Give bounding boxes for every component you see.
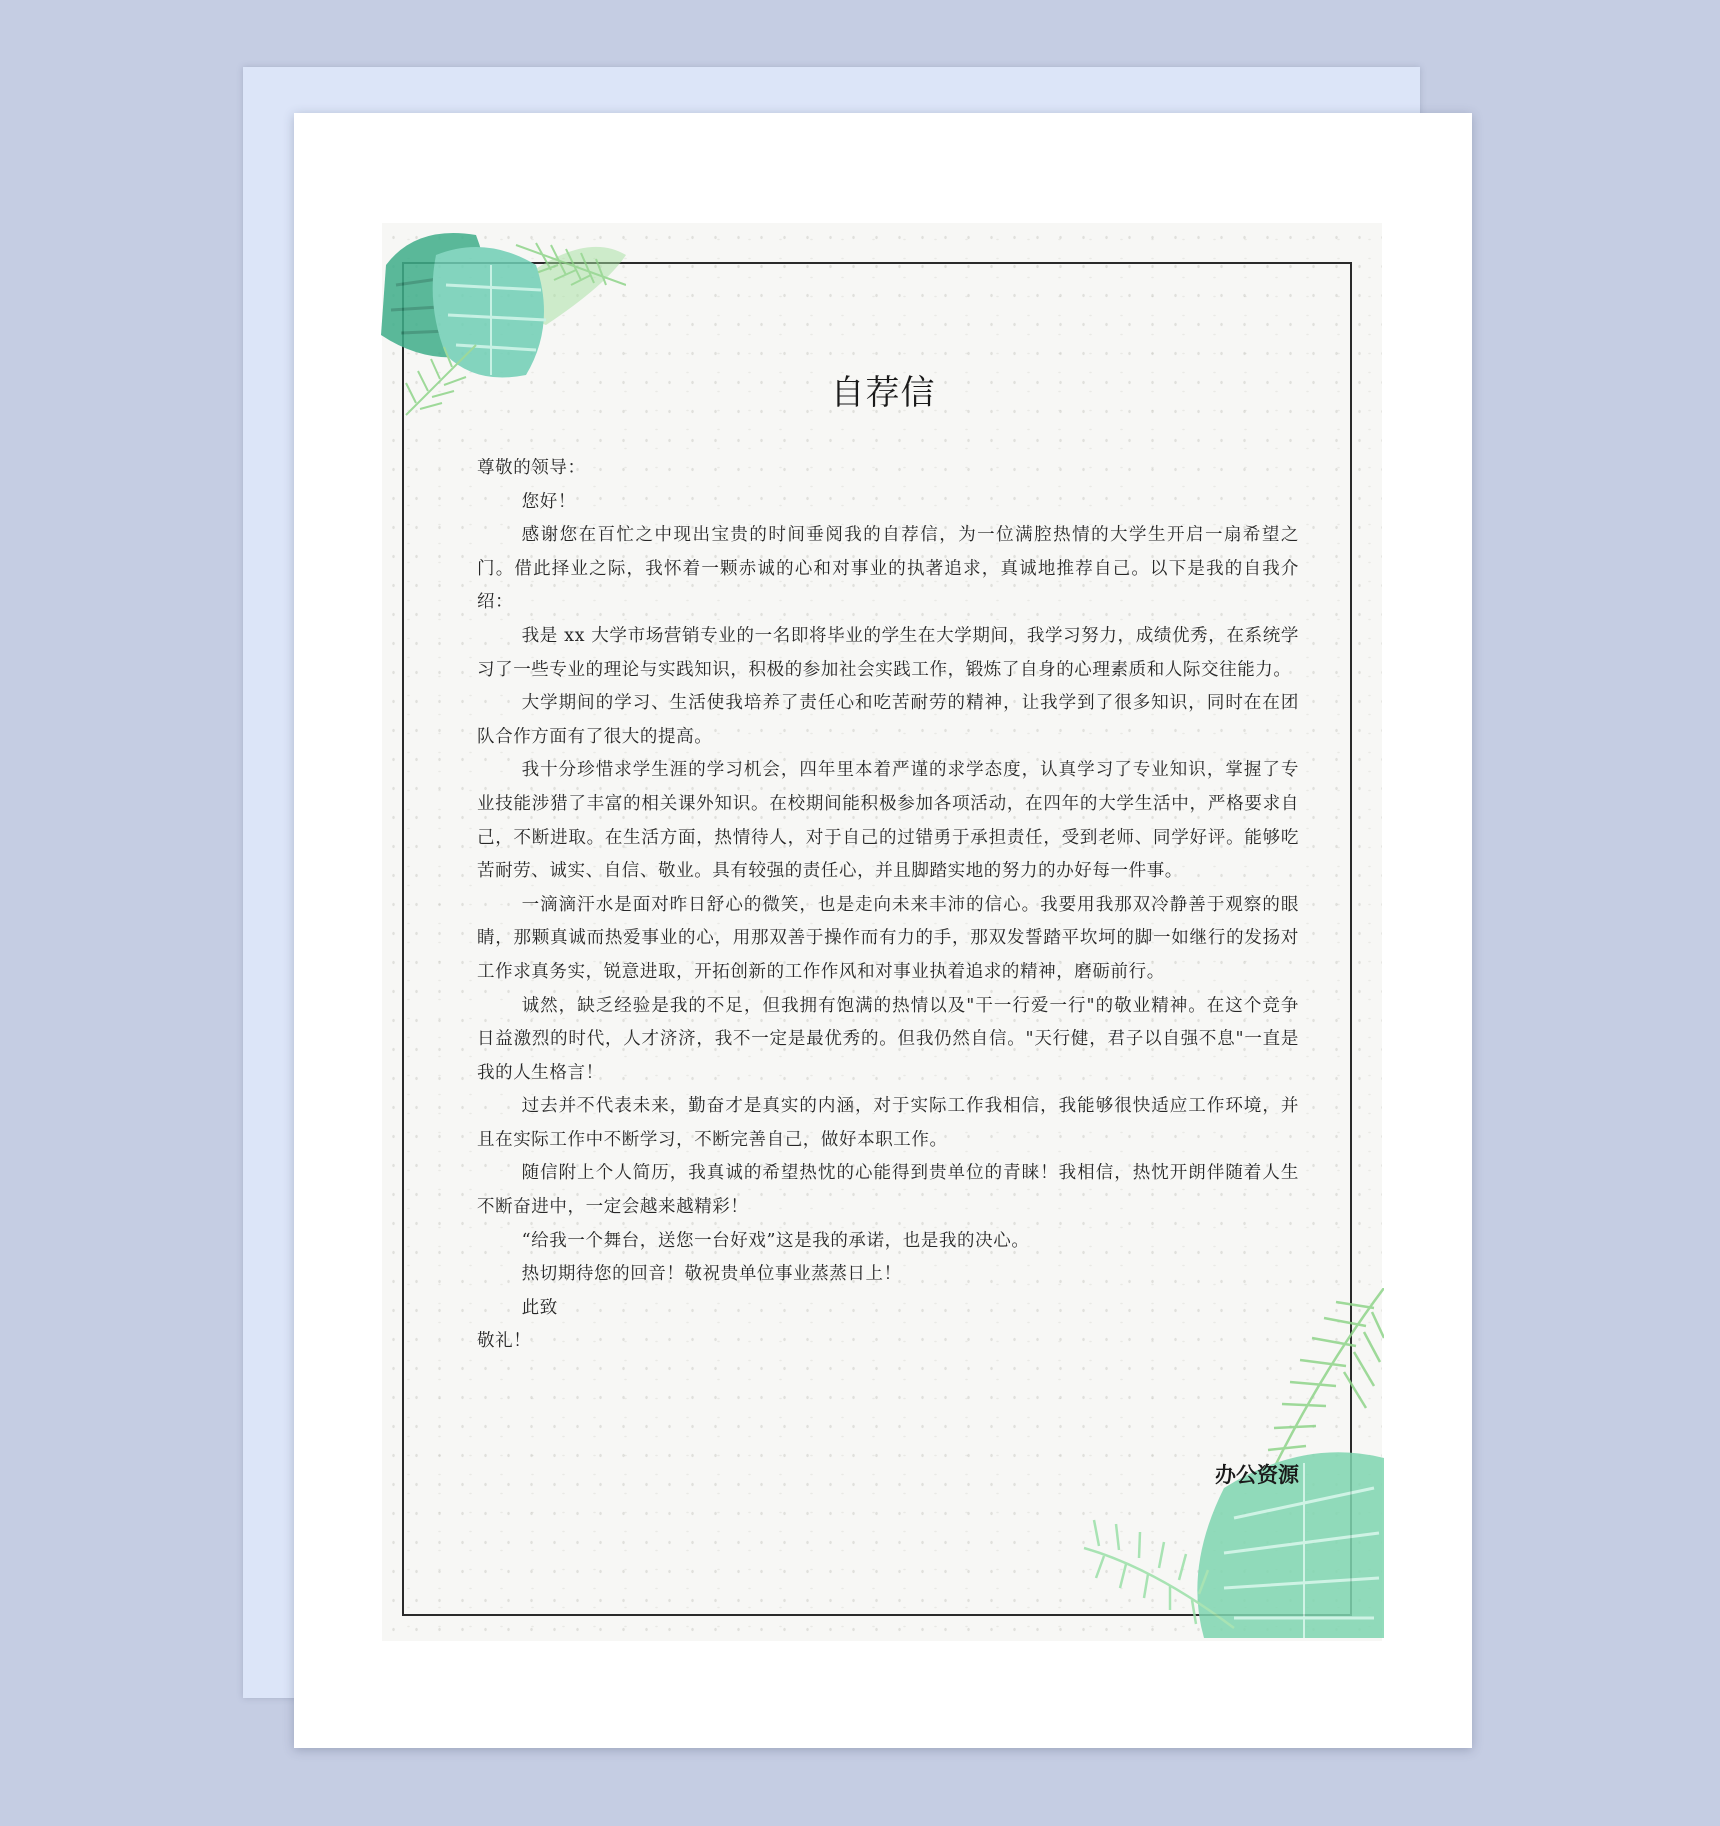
document-page (294, 113, 1472, 1748)
paragraph: 此致 (521, 1297, 558, 1318)
letter-body (477, 452, 1299, 1359)
paragraph: “给我一个舞台，送您一台好戏”这是我的承诺，也是我的决心。 (521, 1230, 1030, 1251)
salutation: 尊敬的领导： (477, 458, 586, 478)
paragraph: 诚然，缺乏经验是我的不足，但我拥有饱满的热情以及"干一行爱一行"的敬业精神。在这个竞争日益激烈的时代，人才济济，我不一定是最优秀的。但我仍然自信。"天行健，君子以自强不息"一直是我的人生格言！ (477, 995, 1299, 1083)
paragraph: 一滴滴汗水是面对昨日舒心的微笑，也是走向未来丰沛的信心。我要用我那双冷静善于观察的眼睛，那颗真诚而热爱事业的心，用那双善于操作而有力的手，那双发誓踏平坎坷的脚一如继行的发扬对工作求真务实，锐意进取，开拓创新的工作作风和对事业执着追求的精神，磨砺前行。 (477, 894, 1299, 982)
paragraph: 我是 xx 大学市场营销专业的一名即将毕业的学生在大学期间，我学习努力，成绩优秀，在系统学习了一些专业的理论与实践知识，积极的参加社会实践工作，锻炼了自身的心理素质和人际交往能力。 (477, 625, 1299, 680)
paragraph: 随信附上个人简历，我真诚的希望热忱的心能得到贵单位的青睐！我相信，热忱开朗伴随着人生不断奋进中，一定会越来越精彩！ (477, 1163, 1299, 1218)
closing: 敬礼！ (477, 1331, 532, 1352)
page-title: 自荐信 (830, 373, 936, 413)
paragraph: 我十分珍惜求学生涯的学习机会，四年里本着严谨的求学态度，认真学习了专业知识，掌握了专业技能涉猎了丰富的相关课外知识。在校期间能积极参加各项活动，在四年的大学生活中，严格要求自己，不断进取。在生活方面，热情待人，对于自己的过错勇于承担责任，受到老师、同学好评。能够吃苦耐劳、诚实、自信、敬业。具有较强的责任心，并且脚踏实地的努力的办好每一件事。 (477, 760, 1299, 882)
signature: 办公资源 (1215, 1463, 1299, 1487)
paragraph: 您好！ (521, 491, 576, 512)
paragraph: 热切期待您的回音！敬祝贵单位事业蒸蒸日上！ (521, 1264, 902, 1285)
paragraph: 感谢您在百忙之中现出宝贵的时间垂阅我的自荐信，为一位满腔热情的大学生开启一扇希望之门。借此择业之际，我怀着一颗赤诚的心和对事业的执著追求，真诚地推荐自己。以下是我的自我介绍： (477, 525, 1299, 613)
paragraph: 大学期间的学习、生活使我培养了责任心和吃苦耐劳的精神，让我学到了很多知识，同时在在团队合作方面有了很大的提高。 (477, 693, 1299, 747)
paragraph: 过去并不代表未来，勤奋才是真实的内涵，对于实际工作我相信，我能够很快适应工作环境，并且在实际工作中不断学习，不断完善自己，做好本职工作。 (477, 1096, 1299, 1150)
